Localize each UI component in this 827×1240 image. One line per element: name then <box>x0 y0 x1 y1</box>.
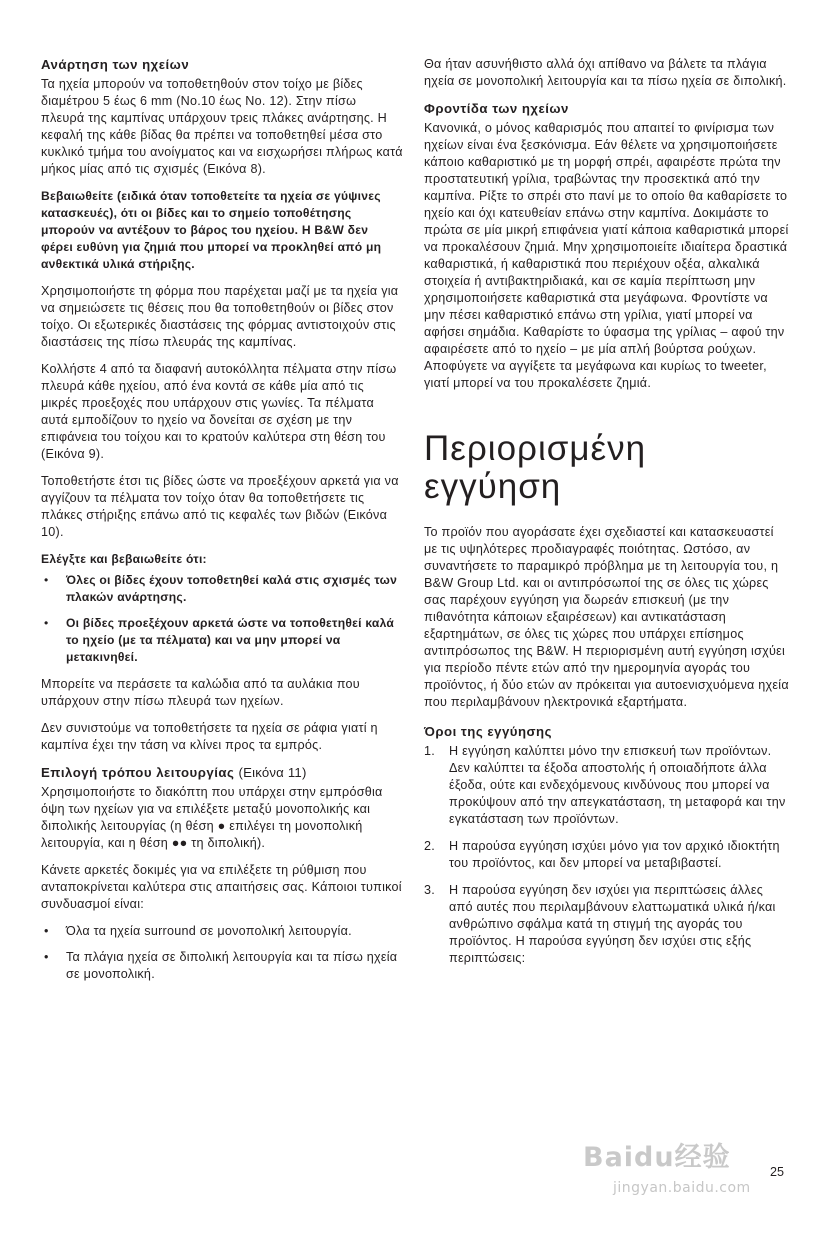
paragraph: Το προϊόν που αγοράσατε έχει σχεδιαστεί και κατασκευαστεί με τις υψηλότερες προδιαγραφές ποιότητας. Ωστόσο, αν συναντήσετε το παραμικρό πρόβλημα με τη λειτουργία του, η B&W Group Ltd. και οι αντιπρόσωποί της σε όλες τις χώρες σας παρέχουν εγγύηση για δωρεάν επισκευή (με την πιθανότητα κάποιων εξαιρέσεων) και αντικατάσταση εξαρτημάτων, σε όλες τις χώρες που υπάρχει επίσημος αντιπρόσωπος της B&W. Η περιορισμένη αυτή εγγύηση ισχύει για περίοδο πέντε ετών από την ημερομηνία αγοράς του προϊόντος, ή δύο ετών αν πρόκειται για αυτοενισχυόμενα ηχεία που περιλαμβάνουν ηλεκτρονικά εξαρτήματα. <box>424 525 789 709</box>
paragraph: Κανονικά, ο μόνος καθαρισμός που απαιτεί το φινίρισμα των ηχείων είναι ένα ξεσκόνισμα. Εάν θέλετε να χρησιμοποιήσετε κάποιο καθαριστικό με τη μορφή σπρέι, αφαιρέστε πρώτα την προστατευτική γρίλια, τραβώντας την προσεκτικά από την καμπίνα. Ρίξτε το σπρέι στο πανί με το οποίο θα καθαρίσετε το ηχείο και όχι κατευθείαν επάνω στην καμπίνα. Δοκιμάστε το πρώτα σε μία μικρή επιφάνεια γιατί κάποια καθαριστικά μπορεί να προκαλέσουν ζημιά. Μην χρησιμοποιείτε ιδιαίτερα δραστικά καθαριστικά, ή καθαριστικά που περιέχουν οξέα, αλκαλικά στοιχεία ή αντιβακτηριδιακά, και σε καμία περίπτωση μην χρησιμοποιήσετε καθαριστικά στα μεγάφωνα. Φροντίστε να μην πέσει καθαριστικό επάνω στη γρίλια, γιατί μπορεί να αφήσει σημάδια. Καθαρίστε το ύφασμα της γρίλιας – αφού την αφαιρέσετε από το ηχείο – με μία απλή βούρτσα ρούχων. Αποφύγετε να αγγίξετε τα μεγάφωνα και κυρίως το tweeter, γιατί μπορεί να του προκαλέσετε ζημιά. <box>424 121 789 390</box>
paragraph: Θα ήταν ασυνήθιστο αλλά όχι απίθανο να βάλετε τα πλάγια ηχεία σε μονοπολική λειτουργία και τα πίσω ηχεία σε διπολική. <box>424 57 787 88</box>
item-text: Η παρούσα εγγύηση δεν ισχύει για περιπτώσεις άλλες από αυτές που περιλαμβάνουν ελαττωματικά υλικά ή/και ανθρώπινο σφάλμα κατά τη στιγμή της αγοράς του προϊόντος. Η παρούσα εγγύηση δεν ισχύει στις εξής περιπτώσεις: <box>449 883 776 965</box>
watermark-logo: Baidu经验 <box>583 1142 731 1173</box>
list-item: • Τα πλάγια ηχεία σε διπολική λειτουργία και τα πίσω ηχεία σε μονοπολική. <box>41 949 403 983</box>
item-text: Η παρούσα εγγύηση ισχύει μόνο για τον αρχικό ιδιοκτήτη του προϊόντος, και δεν μπορεί να μεταβιβαστεί. <box>449 839 780 870</box>
figure-reference: (Εικόνα 11) <box>238 765 307 780</box>
heading-text: Επιλογή τρόπου λειτουργίας <box>41 765 235 780</box>
check-heading: Ελέγξτε και βεβαιωθείτε ότι: <box>41 552 207 566</box>
item-number: 3. <box>424 883 436 897</box>
paragraph: Χρησιμοποιήστε το διακόπτη που υπάρχει στην εμπρόσθια όψη των ηχείων για να επιλέξετε μεταξύ μονοπολικής και διπολικής λειτουργίας (η θέση ● επιλέγει τη μονοπολική λειτουργία, και η θέση ●● τη διπολική). <box>41 785 383 850</box>
paragraph: Κάνετε αρκετές δοκιμές για να επιλέξετε τη ρύθμιση που ανταποκρίνεται καλύτερα στις απαιτήσεις σας. Κάποιοι τυπικοί συνδυασμοί είναι: <box>41 863 402 911</box>
paragraph: Κολλήστε 4 από τα διαφανή αυτοκόλλητα πέλματα στην πίσω πλευρά κάθε ηχείου, από ένα κοντά σε κάθε μία από τις μικρές προεξοχές που υπάρχουν στις γωνίες. Τα πέλματα αυτά εμποδίζουν το ηχείο να δονείται σε σχέση με την επιφάνεια του τοίχου και το κρατούν καλύτερα στη θέση του (Εικόνα 9). <box>41 362 397 461</box>
heading-speaker-mounting: Ανάρτηση των ηχείων <box>41 57 190 72</box>
section-title-limited-warranty: Περιορισμένη εγγύηση <box>424 429 647 506</box>
item-number: 2. <box>424 839 436 853</box>
paragraph: Τα ηχεία μπορούν να τοποθετηθούν στον τοίχο με βίδες διαμέτρου 5 έως 6 mm (No.10 έως No. 12). Στην πίσω πλευρά της καμπίνας υπάρχουν τρεις πλάκες ανάρτησης. Η κεφαλή της κάθε βίδας θα πρέπει να τοποθετηθεί μέσα στο κυκλικό τμήμα του ανοίγματος και να εισχωρήσει πλήρως κατά μήκος μίας από τις σχισμές (Εικόνα 8). <box>41 77 403 176</box>
mode-list <box>41 923 403 983</box>
list-item <box>424 743 789 828</box>
paragraph: Μπορείτε να περάσετε τα καλώδια από τα αυλάκια που υπάρχουν στην πίσω πλευρά των ηχείων. <box>41 677 360 708</box>
right-column <box>424 56 789 977</box>
list-item: • Οι βίδες προεξέχουν αρκετά ώστε να τοποθετηθεί καλά το ηχείο (με τα πέλματα) και να μην μπορεί να μετακινηθεί. <box>41 615 403 666</box>
heading-warranty-terms: Όροι της εγγύησης <box>424 724 552 739</box>
item-number: 1. <box>424 744 436 758</box>
paragraph: Χρησιμοποιήστε τη φόρμα που παρέχεται μαζί με τα ηχεία για να σημειώσετε τις θέσεις που θα τοποθετηθούν οι βίδες στον τοίχο. Οι εξωτερικές διαστάσεις της φόρμας αντιστοιχούν στις διαστάσεις της πίσω πλευράς της καμπίνας. <box>41 284 399 349</box>
list-item: • Όλα τα ηχεία surround σε μονοπολική λειτουργία. <box>41 923 403 940</box>
page-number: 25 <box>770 1165 785 1179</box>
paragraph: Τοποθετήστε έτσι τις βίδες ώστε να προεξέχουν αρκετά για να αγγίζουν τα πέλματα τον τοίχο όταν θα τοποθετήσετε τις πλάκες στήριξης επάνω από τις κεφαλές των βιδών (Εικόνα 10). <box>41 474 399 539</box>
item-text: Η εγγύηση καλύπτει μόνο την επισκευή των προϊόντων. Δεν καλύπτει τα έξοδα αποστολής ή οποιαδήποτε άλλα έξοδα, ούτε και ενδεχόμενους κινδύνους που μπορεί να προκύψουν από την απεγκατάσταση, τη μεταφορά και την εγκατάσταση των προϊόντων. <box>449 744 786 826</box>
terms-list <box>424 743 789 967</box>
paragraph: Δεν συνιστούμε να τοποθετήσετε τα ηχεία σε ράφια γιατί η καμπίνα έχει την τάση να κλίνει προς τα εμπρός. <box>41 721 378 752</box>
list-item: • Όλες οι βίδες έχουν τοποθετηθεί καλά στις σχισμές των πλακών ανάρτησης. <box>41 572 403 606</box>
warning-paragraph: Βεβαιωθείτε (ειδικά όταν τοποθετείτε τα ηχεία σε γύψινες κατασκευές), ότι οι βίδες και το σημείο τοποθέτησης μπορούν να αντέξουν το βάρος του ηχείου. Η B&W δεν φέρει ευθύνη για ζημιά που μπορεί να προκληθεί από μη ανθεκτικά υλικά στήριξης. <box>41 189 382 271</box>
left-column <box>41 56 403 993</box>
watermark-url: jingyan.baidu.com <box>613 1180 751 1196</box>
heading-speaker-care: Φροντίδα των ηχείων <box>424 101 569 116</box>
list-item <box>424 838 789 872</box>
heading-mode-selection <box>41 764 403 781</box>
check-list <box>41 572 403 666</box>
list-item <box>424 882 789 967</box>
